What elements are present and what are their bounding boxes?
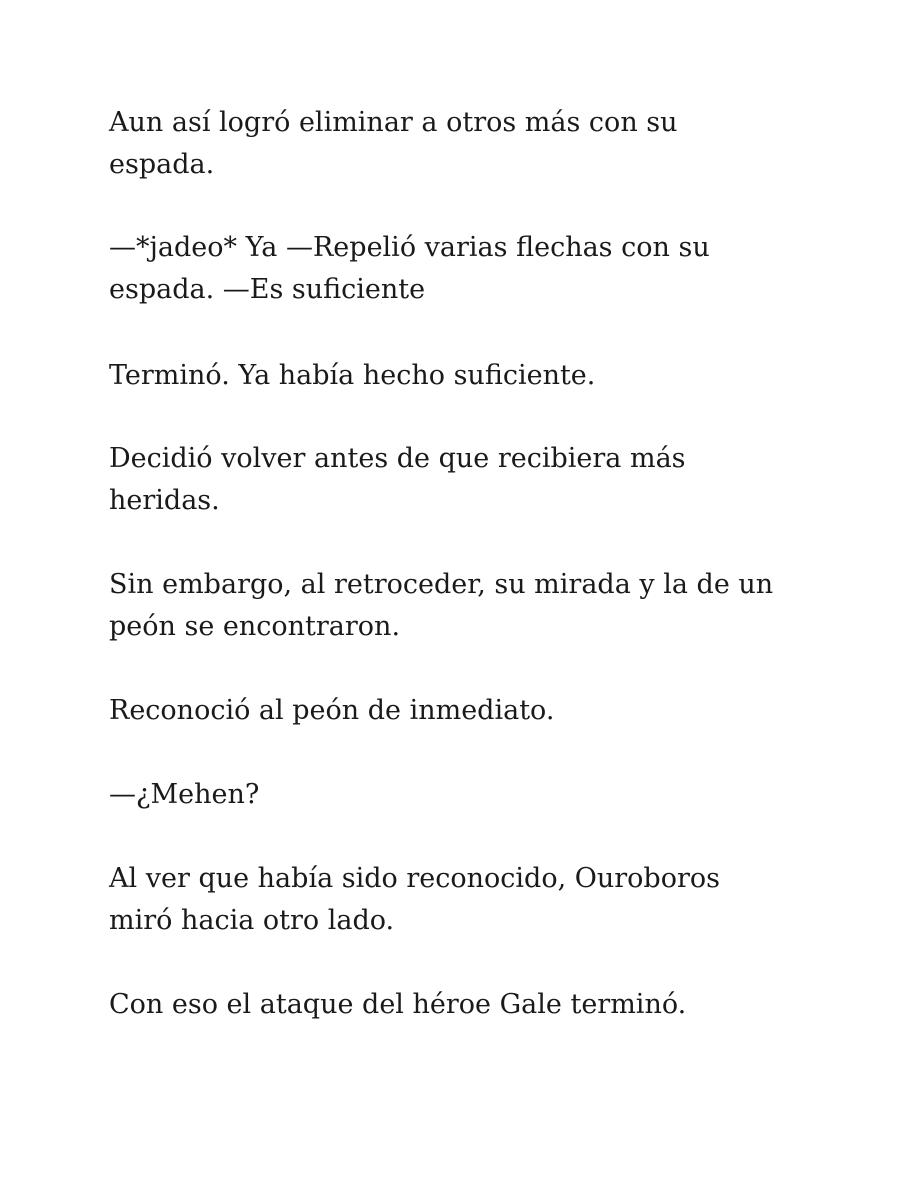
paragraph (109, 774, 809, 816)
text-line: Con eso el ataque del héroe Gale terminó. (109, 989, 687, 1020)
paragraph (109, 227, 809, 311)
text-line: Terminó. Ya había hecho suficiente. (109, 360, 596, 391)
text-line: Sin embargo, al retroceder, su mirada y la de un (109, 569, 774, 600)
paragraph (109, 564, 809, 648)
text-line: espada. (109, 149, 215, 180)
text-line: espada. —Es suficiente (109, 274, 426, 305)
text-line: Al ver que había sido reconocido, Ouroboros (109, 863, 720, 894)
text-line: Reconoció al peón de inmediato. (109, 695, 555, 726)
text-line: peón se encontraron. (109, 611, 401, 642)
text-line: —*jadeo* Ya —Repelió varias flechas con su (109, 232, 710, 263)
paragraph (109, 858, 809, 942)
text-line: —¿Mehen? (109, 779, 260, 810)
paragraph (109, 355, 809, 397)
text-line: Decidió volver antes de que recibiera más (109, 443, 686, 474)
paragraph (109, 438, 809, 522)
text-line: Aun así logró eliminar a otros más con su (109, 107, 678, 138)
paragraph (109, 102, 809, 186)
text-line: miró hacia otro lado. (109, 905, 395, 936)
text-line: heridas. (109, 485, 220, 516)
paragraph (109, 690, 809, 732)
paragraph (109, 984, 809, 1026)
